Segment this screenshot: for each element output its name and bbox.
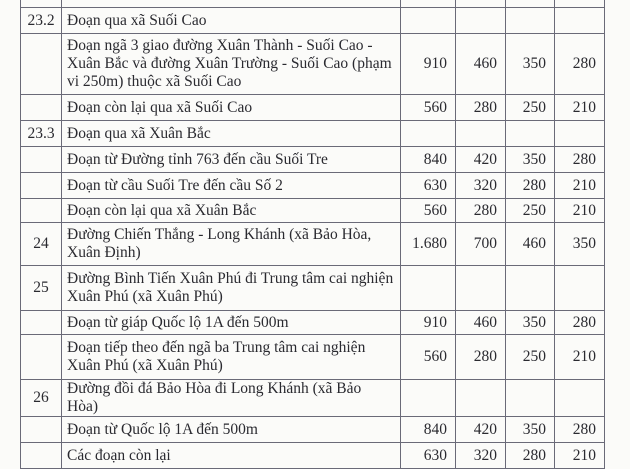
price-position-1: 560 [401,335,456,380]
price-position-1: 910 [401,34,456,95]
road-segment-name: Đoạn từ Quốc lộ 1A đến 500m [62,417,401,443]
price-position-1: 840 [401,417,456,443]
road-segment-name: Đoạn ngã 3 giao đường Xuân Thành - Suối Cao - Xuân Bắc và đường Xuân Trường - Suối Cao (phạm vi 250m) thuộc xã Suối Cao [62,34,401,95]
road-segment-name: Đoạn từ Đường tỉnh 763 đến cầu Suối Tre [62,147,401,173]
road-segment-name: Đoạn từ giáp Quốc lộ 1A đến 500m [62,311,401,335]
price-position-4: 210 [555,173,605,199]
table-row [21,199,605,223]
price-position-1 [401,8,456,34]
road-segment-name: Đoạn tiếp theo đến ngã ba Trung tâm cai nghiện Xuân Phú (xã Xuân Phú) [62,335,401,380]
price-position-3: 250 [506,335,555,380]
price-position-3 [506,266,555,311]
row-number: 23.3 [21,121,62,147]
price-position-3: 250 [506,95,555,121]
table-row [21,417,605,443]
price-position-2: 320 [456,173,506,199]
price-position-4 [555,266,605,311]
table-row [21,95,605,121]
price-position-3: 280 [506,173,555,199]
price-position-1: 840 [401,147,456,173]
price-position-3 [506,380,555,417]
price-position-2: 320 [456,443,506,469]
price-position-4 [555,121,605,147]
table-row [21,443,605,469]
row-number [21,443,62,469]
price-position-1: 1.680 [401,223,456,266]
row-number [21,173,62,199]
price-position-4: 280 [555,417,605,443]
road-segment-name: Đoạn còn lại qua xã Suối Cao [62,95,401,121]
price-position-2 [456,380,506,417]
price-position-4: 210 [555,199,605,223]
price-position-4: 280 [555,311,605,335]
table-row [21,8,605,34]
price-position-2: 280 [456,95,506,121]
price-position-2: 420 [456,417,506,443]
row-number [21,147,62,173]
price-position-3: 350 [506,147,555,173]
price-position-3: 280 [506,443,555,469]
price-position-2: 460 [456,34,506,95]
price-position-4: 210 [555,335,605,380]
price-position-4 [555,0,605,8]
price-position-4 [555,8,605,34]
price-position-2 [456,8,506,34]
price-position-2: 460 [456,311,506,335]
price-position-1: 630 [401,443,456,469]
price-position-3 [506,8,555,34]
price-position-2 [456,121,506,147]
table-row [21,266,605,311]
road-segment-name: Đường Chiến Thắng - Long Khánh (xã Bảo Hòa, Xuân Định) [62,223,401,266]
row-number [21,199,62,223]
row-number [21,34,62,95]
row-number [21,417,62,443]
table-row [21,223,605,266]
table-row [21,335,605,380]
row-number: 23.2 [21,8,62,34]
price-position-3: 460 [506,223,555,266]
price-position-2: 700 [456,223,506,266]
price-position-2: 280 [456,199,506,223]
table-row [21,0,605,8]
price-position-4: 280 [555,147,605,173]
price-position-1: 560 [401,95,456,121]
table-row [21,121,605,147]
row-number [21,335,62,380]
price-position-1 [401,266,456,311]
price-position-4: 210 [555,95,605,121]
road-segment-name [62,0,401,8]
road-segment-name: Đoạn còn lại qua xã Xuân Bắc [62,199,401,223]
land-price-table [20,0,605,469]
price-position-1: 630 [401,173,456,199]
price-position-1 [401,380,456,417]
price-position-1 [401,121,456,147]
row-number [21,95,62,121]
price-position-3 [506,121,555,147]
row-number [21,0,62,8]
price-position-3 [506,0,555,8]
road-segment-name: Các đoạn còn lại [62,443,401,469]
table-row [21,147,605,173]
road-segment-name: Đường Bình Tiến Xuân Phú đi Trung tâm cai nghiện Xuân Phú (xã Xuân Phú) [62,266,401,311]
price-position-4 [555,380,605,417]
row-number [21,311,62,335]
price-position-2: 280 [456,335,506,380]
price-position-1: 560 [401,199,456,223]
road-segment-name: Đoạn từ cầu Suối Tre đến cầu Số 2 [62,173,401,199]
road-segment-name: Đoạn qua xã Xuân Bắc [62,121,401,147]
table-row [21,34,605,95]
price-position-3: 350 [506,311,555,335]
price-position-3: 350 [506,417,555,443]
table-row [21,311,605,335]
price-position-1: 910 [401,311,456,335]
table-row [21,173,605,199]
road-segment-name: Đường đồi đá Bảo Hòa đi Long Khánh (xã Bảo Hòa) [62,380,401,417]
row-number: 26 [21,380,62,417]
price-position-3: 350 [506,34,555,95]
price-position-2 [456,0,506,8]
road-segment-name: Đoạn qua xã Suối Cao [62,8,401,34]
row-number: 24 [21,223,62,266]
price-position-2: 420 [456,147,506,173]
table-row [21,380,605,417]
price-position-4: 280 [555,34,605,95]
price-position-4: 210 [555,443,605,469]
row-number: 25 [21,266,62,311]
price-position-2 [456,266,506,311]
price-position-1 [401,0,456,8]
price-position-3: 250 [506,199,555,223]
land-price-table-container [20,0,605,469]
price-position-4: 350 [555,223,605,266]
